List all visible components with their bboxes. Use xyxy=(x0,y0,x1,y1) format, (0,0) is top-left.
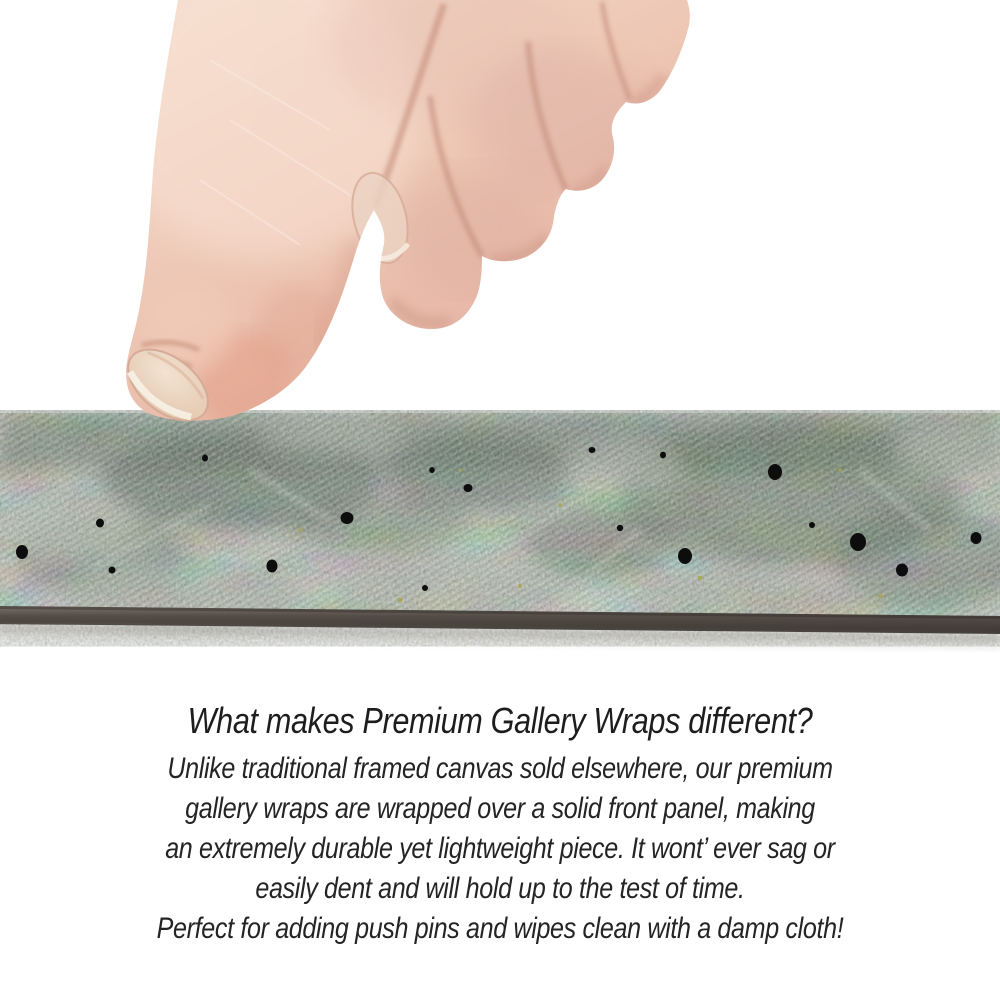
body-line: an extremely durable yet lightweight piece. It wont’ ever sag or xyxy=(165,832,835,865)
copy-block xyxy=(75,698,925,949)
body-line: Perfect for adding push pins and wipes clean with a damp cloth! xyxy=(156,912,844,945)
canvas-strip-photo xyxy=(0,410,1000,655)
index-fingernail xyxy=(344,167,417,269)
body-line: gallery wraps are wrapped over a solid front panel, making xyxy=(185,792,815,825)
heading: What makes Premium Gallery Wraps different? xyxy=(187,700,813,741)
body-line: Unlike traditional framed canvas sold elsewhere, our premium xyxy=(167,752,833,785)
canvas-strip-graphic xyxy=(0,410,1000,655)
body-line: easily dent and will hold up to the test of time. xyxy=(255,872,745,905)
hand-silhouette xyxy=(126,0,690,421)
hand-photo xyxy=(0,0,1000,450)
